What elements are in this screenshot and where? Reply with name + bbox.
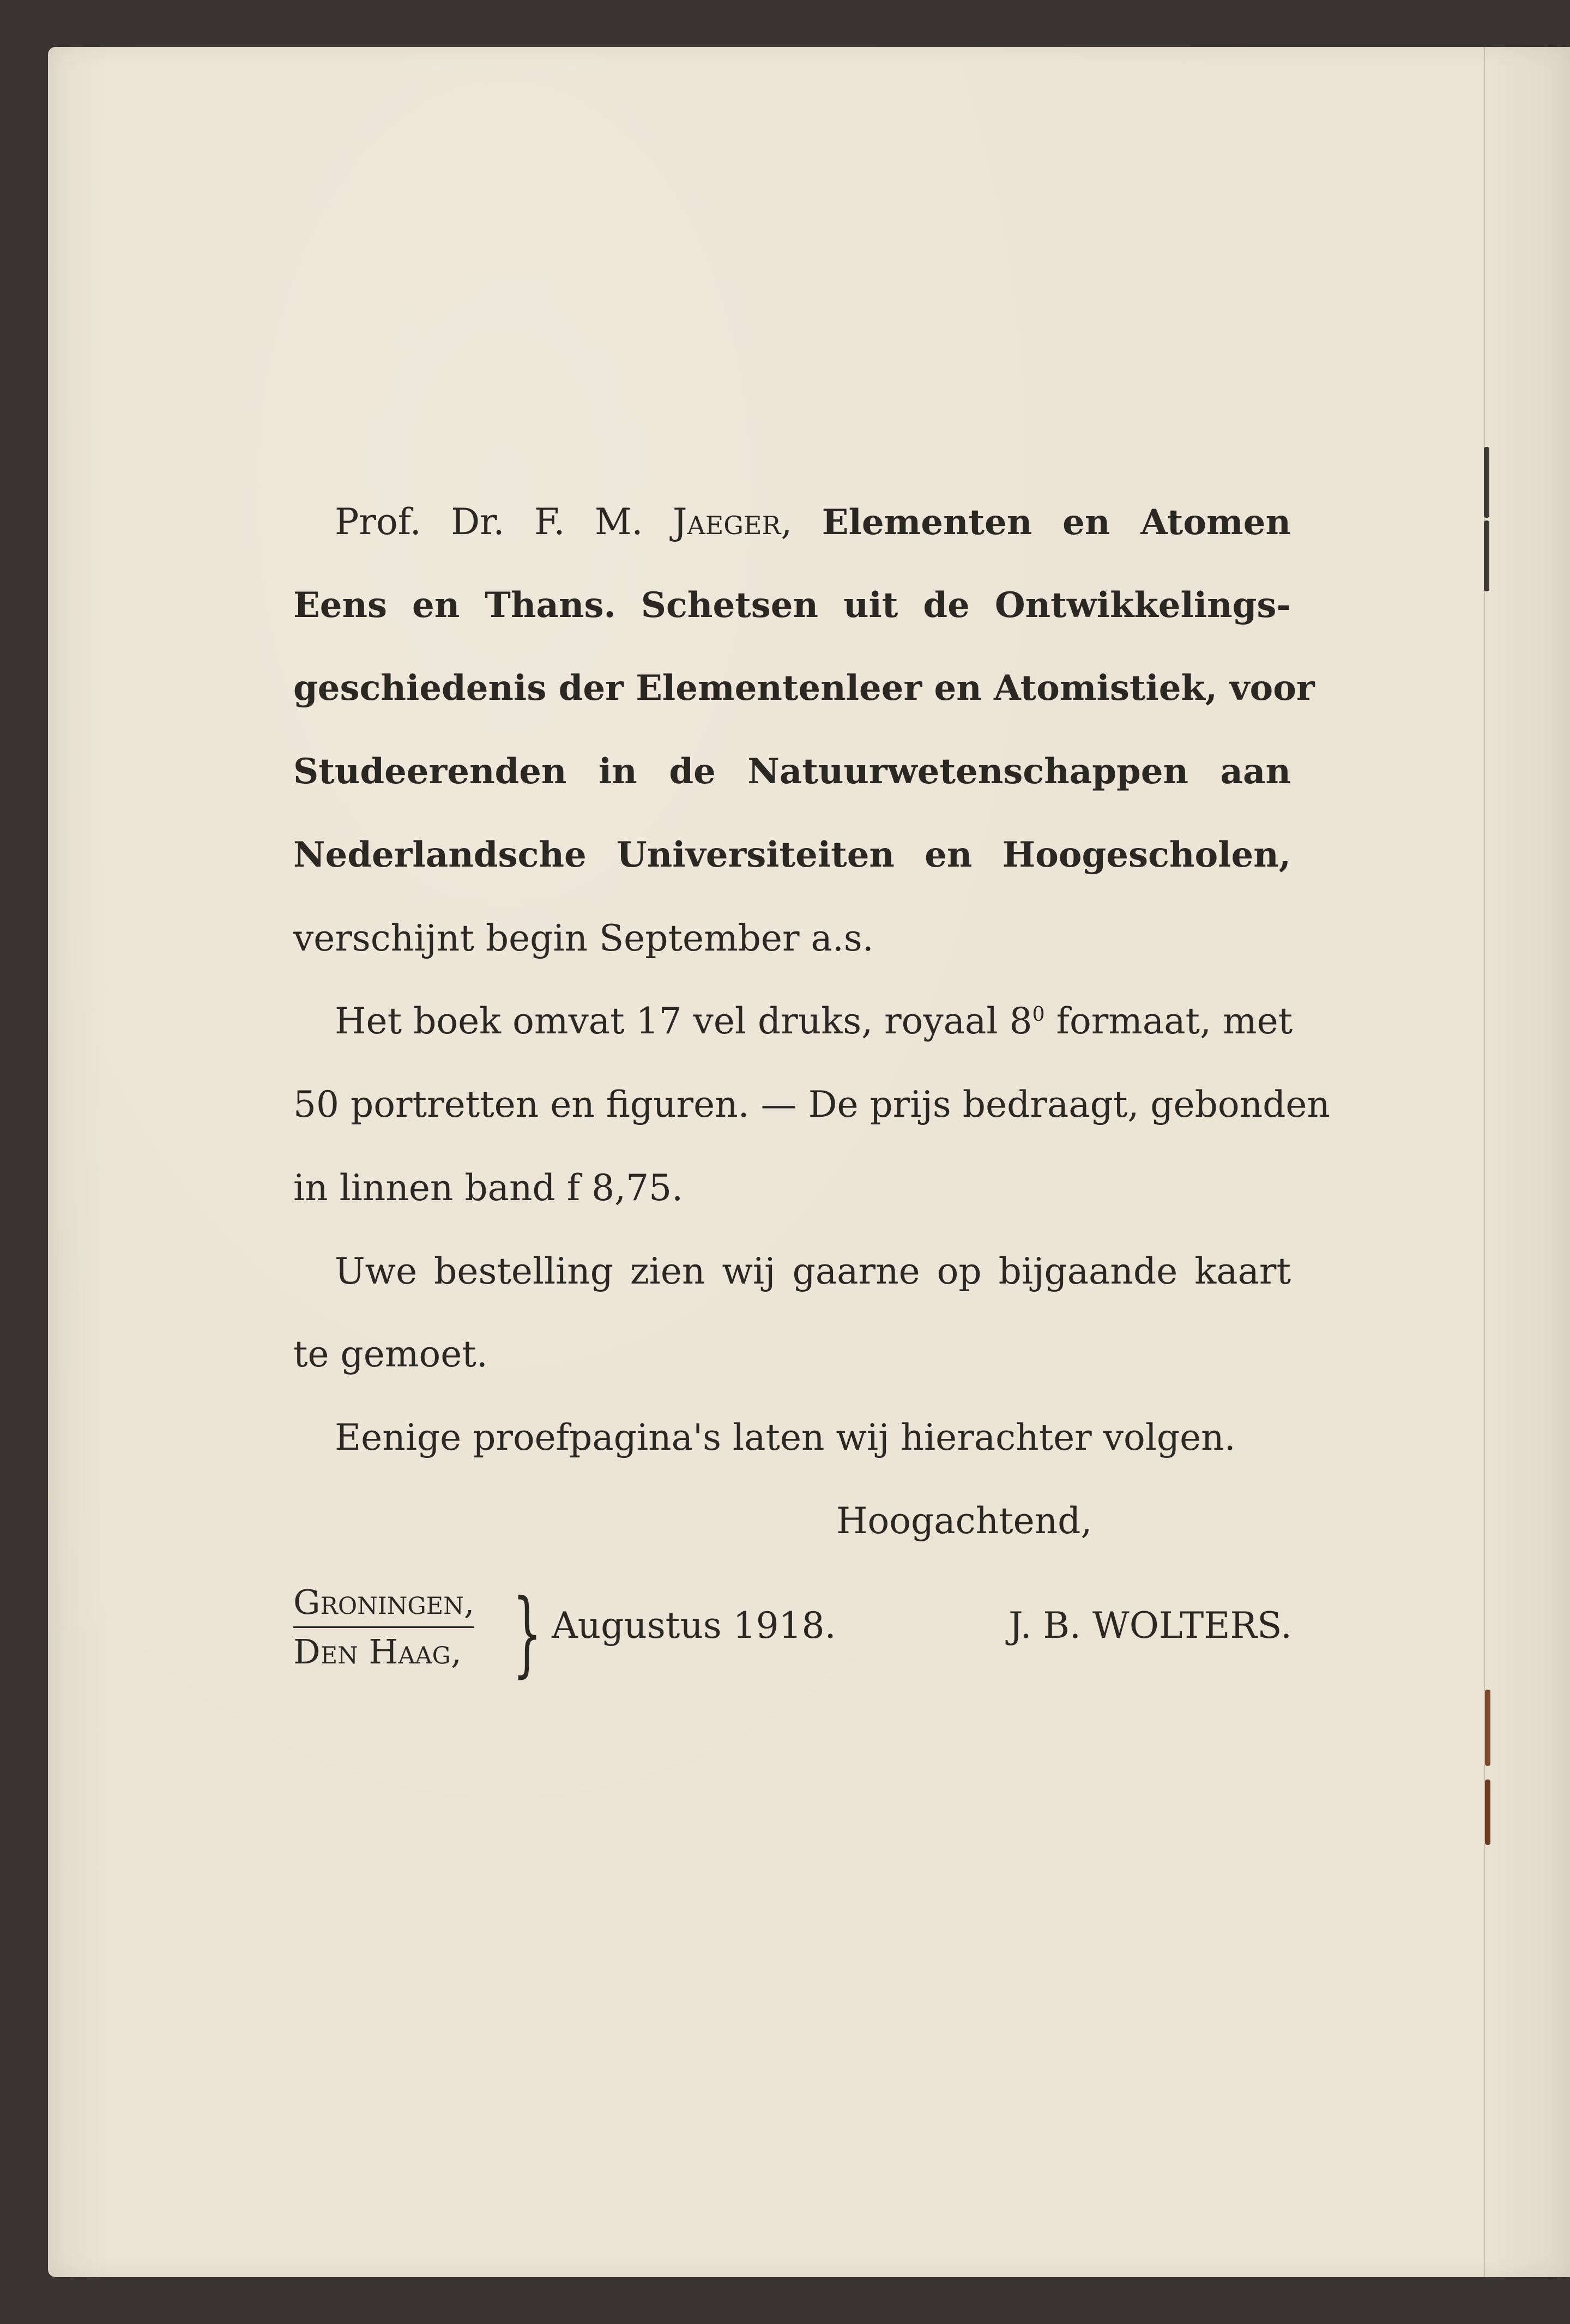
text-line-9: in linnen band f 8,75. xyxy=(293,1167,684,1209)
text-line-3: geschiedenis der Elementenleer en Atomistiek, voor xyxy=(293,668,1315,709)
text-line-2: Eens en Thans. Schetsen uit de Ontwikkelings- xyxy=(293,585,1291,626)
binding-fold xyxy=(1484,47,1485,2277)
staple-bottom-lower xyxy=(1485,1780,1490,1845)
date: Augustus 1918. xyxy=(552,1605,836,1647)
text-line-1 xyxy=(293,499,1291,546)
publisher-name: J. B. WOLTERS. xyxy=(1009,1605,1292,1647)
place-groningen: Groningen, xyxy=(293,1581,474,1628)
staple-bottom-upper xyxy=(1485,1690,1490,1766)
text-line-10: Uwe bestelling zien wij gaarne op bijgaande kaart xyxy=(335,1250,1291,1292)
document-page xyxy=(48,47,1570,2277)
author-surname: Jaeger xyxy=(673,501,781,543)
book-title-start: Elementen en Atomen xyxy=(822,502,1291,543)
text-line-4: Studeerenden in de Natuurwetenschappen aan xyxy=(293,751,1291,792)
format-text: Het boek omvat 17 vel druks, royaal 8 xyxy=(335,1000,1032,1042)
place-names xyxy=(293,1581,474,1674)
staple-top-lower xyxy=(1484,521,1489,591)
text-line-12: Eenige proefpagina's laten wij hierachter volgen. xyxy=(335,1417,1236,1458)
curly-brace: } xyxy=(512,1579,542,1687)
text-line-11: te gemoet. xyxy=(293,1333,488,1375)
text-line-8: 50 portretten en figuren. — De prijs bedraagt, gebonden xyxy=(293,1084,1330,1125)
staple-top-upper xyxy=(1484,447,1489,518)
closing-salutation: Hoogachtend, xyxy=(836,1500,1092,1542)
text-line-6: verschijnt begin September a.s. xyxy=(293,917,874,959)
text-line-7 xyxy=(293,998,1291,1045)
text-line-5: Nederlandsche Universiteiten en Hoogescholen, xyxy=(293,834,1291,875)
place-den-haag: Den Haag, xyxy=(293,1632,462,1672)
author-prefix: Prof. Dr. F. M. xyxy=(335,501,673,543)
format-text-end: formaat, met xyxy=(1044,1000,1293,1042)
author-comma: , xyxy=(781,501,822,543)
format-superscript: 0 xyxy=(1032,1002,1045,1026)
